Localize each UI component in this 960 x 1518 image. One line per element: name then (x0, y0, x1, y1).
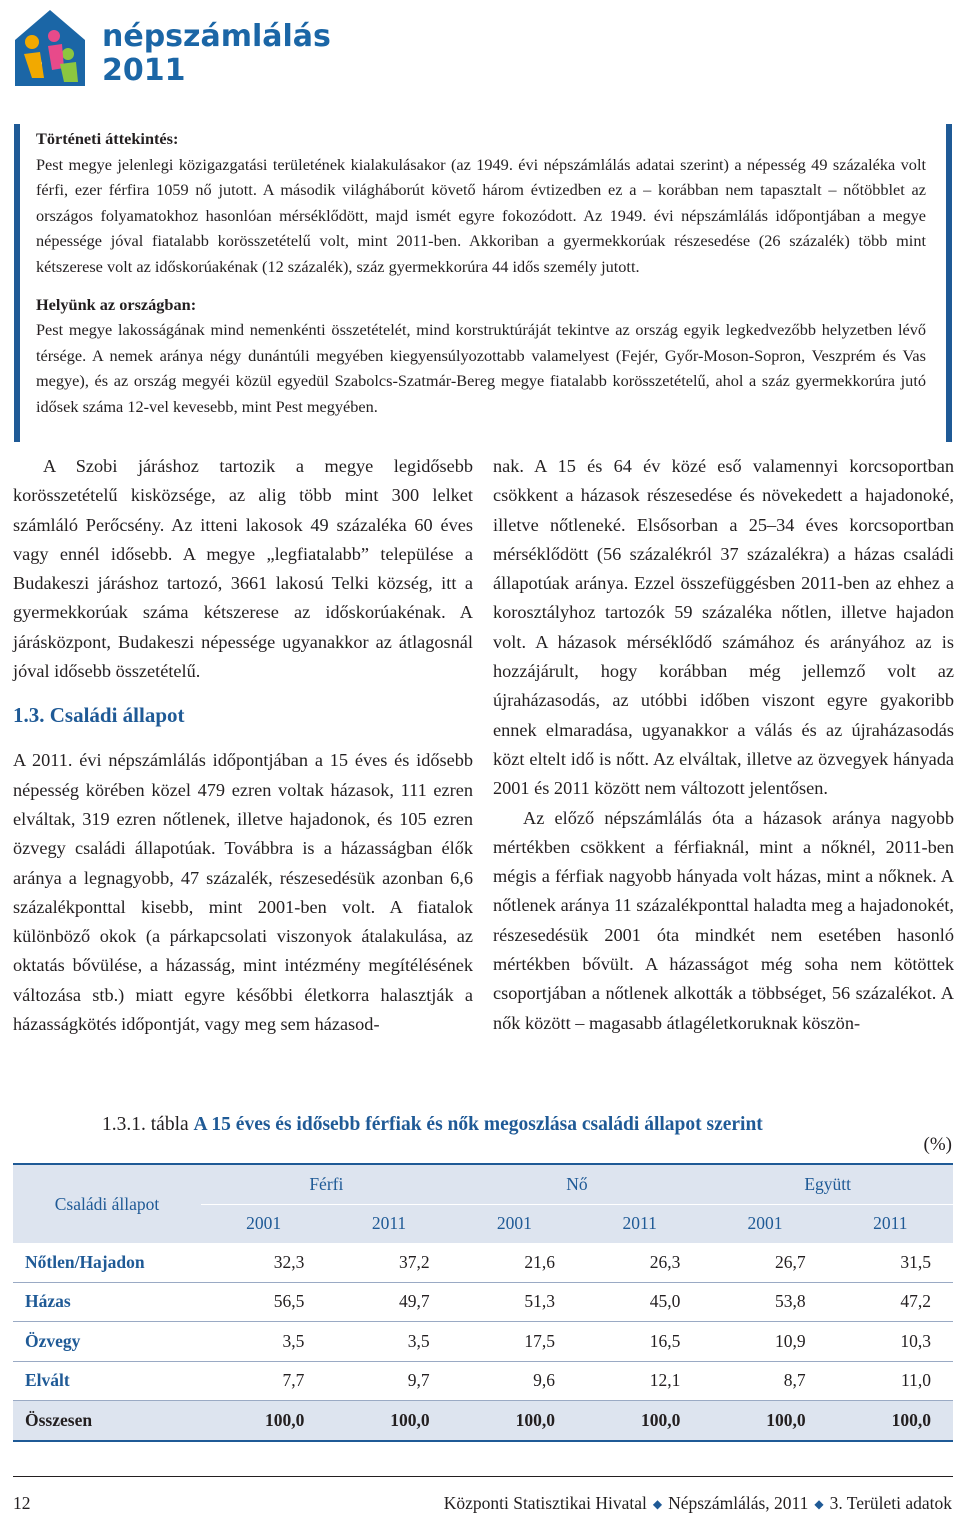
footer-publication: Népszámlálás, 2011 (668, 1493, 809, 1513)
table-caption (102, 1114, 763, 1136)
table-cell: 31,5 (828, 1243, 953, 1282)
table-cell: 10,3 (828, 1322, 953, 1362)
footer-rule (13, 1476, 953, 1477)
box-left-bar (14, 124, 20, 442)
footer-publisher: Központi Statisztikai Hivatal (443, 1493, 647, 1513)
info-box (14, 124, 952, 442)
table-cell: 53,8 (702, 1282, 827, 1322)
table-total-row (13, 1401, 953, 1441)
row-header: Családi állapot (13, 1164, 201, 1243)
row-label: Elvált (13, 1361, 201, 1401)
table-cell: 100,0 (577, 1401, 702, 1441)
marital-status-table (13, 1163, 953, 1442)
year-header: 2011 (828, 1204, 953, 1243)
table-cell: 17,5 (452, 1322, 577, 1362)
year-header: 2001 (201, 1204, 326, 1243)
history-heading: Történeti áttekintés: (36, 129, 179, 148)
table-cell: 7,7 (201, 1361, 326, 1401)
left-paragraph-2: A 2011. évi népszámlálás időpontjában a 15 éves és idősebb népesség körében közel 479 ezren voltak házasok, 111 ezren elváltak, 319 ezren nőtlenek, illetve hajadonok, és 105 ezren özvegy családi állapotúak. Továbbra is a házasságban élők aránya a legnagyobb, 47 százalék, részesedésük azonban 6,6 százalékponttal kisebb, mint 2001-ben volt. A fiatalok különböző okok (a párkapcsolati viszonyok átalakulása, az oktatás bővülése, a házasság, mint intézmény megítélésének változása stb.) miatt egyre későbbi életkorra halasztják a házasságkötés időpontját, vagy meg sem házasod- (13, 750, 473, 1035)
table-cell: 51,3 (452, 1282, 577, 1322)
table-cell: 56,5 (201, 1282, 326, 1322)
table-cell: 37,2 (326, 1243, 451, 1282)
footer-credits (444, 1493, 952, 1514)
left-paragraph-1: A Szobi járáshoz tartozik a megye legidősebb korösszetételű kisközsége, az alig több mint 300 lelket számláló Perőcsény. Az itteni lakosok 49 százaléka 60 éves vagy ennél idősebb. A megye „legfiatalabb” települése a Budakeszi járáshoz tartozó, 3661 lakosú Telki község, itt a gyermekkorúak száma kétszerese az időskorúakénak. A járásközpont, Budakeszi népessége ugyanakkor az átlagosnál jóval idősebb összetételű. (13, 456, 473, 682)
table-cell: 26,3 (577, 1243, 702, 1282)
year-header: 2001 (702, 1204, 827, 1243)
logo-title: népszámlálás (102, 19, 331, 54)
year-header: 2011 (326, 1204, 451, 1243)
table-cell: 100,0 (326, 1401, 451, 1441)
year-header: 2001 (452, 1204, 577, 1243)
right-paragraph-2: Az előző népszámlálás óta a házasok aránya nagyobb mértékben csökkent a férfiaknál, mint a nőknél, 2011-ben mégis a férfiak nagyobb hányada volt házas, mint a nőknek. A nőtlenek aránya 11 százalékponttal haladta meg a hajadonokét, részesedésük 2001 óta mindkét nem esetében hasonló mértékben bővült. A házasságot még soha nem kötöttek csoportjában a nőtlenek alkották a többséget, 56 százalékot. A nők között – magasabb átlagéletkoruknak köszön- (493, 807, 954, 1033)
table-cell: 49,7 (326, 1282, 451, 1322)
table-row (13, 1361, 953, 1401)
table-cell: 16,5 (577, 1322, 702, 1362)
table-cell: 32,3 (201, 1243, 326, 1282)
row-label: Nőtlen/Hajadon (13, 1243, 201, 1282)
table-cell: 100,0 (201, 1401, 326, 1441)
group-header: Férfi (201, 1164, 452, 1204)
table-cell: 9,6 (452, 1361, 577, 1401)
logo-year: 2011 (102, 53, 186, 88)
table-cell: 100,0 (828, 1401, 953, 1441)
table-cell: 9,7 (326, 1361, 451, 1401)
right-column (493, 452, 954, 1038)
table-title: A 15 éves és idősebb férfiak és nők megoszlása családi állapot szerint (193, 1114, 763, 1135)
table-cell: 26,7 (702, 1243, 827, 1282)
row-label: Özvegy (13, 1322, 201, 1362)
table-cell: 45,0 (577, 1282, 702, 1322)
table-cell: 100,0 (452, 1401, 577, 1441)
table-row (13, 1243, 953, 1282)
people-logo-icon (10, 6, 90, 90)
table-row (13, 1322, 953, 1362)
footer-chapter: 3. Területi adatok (829, 1493, 952, 1513)
box-right-bar (946, 124, 952, 442)
table-cell: 3,5 (326, 1322, 451, 1362)
right-paragraph-1: nak. A 15 és 64 év közé eső valamennyi korcsoportban csökkent a házasok részesedése és növekedett a hajadonoké, illetve nőtleneké. Elsősorban a 25–34 éves korcsoportban mérséklődött (56 százalékról 37 százalékra) a házas családi állapotúak aránya. Ezzel összefüggésben 2011-ben az ehhez a korosztályhoz tartozók 59 százaléka nőtlen, illetve hajadon volt. A házasok mérséklődő számához és arányához az is hozzájárult, hogy korábban még jellemző volt az újraházasodás, az utóbbi időben viszont egyre gyakoribb ennek elmaradása, ugyanakkor a válás és az újraházasodás közt eltelt idő is nőtt. Az elváltak, illetve az özvegyek hányada 2001 és 2011 között nem változott jelentősen. (493, 456, 954, 799)
table-row (13, 1282, 953, 1322)
diamond-icon: ◆ (652, 1497, 663, 1512)
group-header: Együtt (702, 1164, 953, 1204)
table-unit: (%) (923, 1134, 952, 1155)
table-cell: 10,9 (702, 1322, 827, 1362)
table-cell: 47,2 (828, 1282, 953, 1322)
page-number: 12 (13, 1493, 31, 1513)
position-heading: Helyünk az országban: (36, 294, 197, 314)
census-logo (10, 6, 331, 90)
year-header: 2011 (577, 1204, 702, 1243)
row-label: Összesen (13, 1401, 201, 1441)
table-cell: 8,7 (702, 1361, 827, 1401)
diamond-icon: ◆ (814, 1497, 824, 1512)
section-title: 1.3. Családi állapot (13, 703, 185, 728)
group-header: Nő (452, 1164, 703, 1204)
table-cell: 12,1 (577, 1361, 702, 1401)
table-number: 1.3.1. tábla (102, 1114, 189, 1135)
left-column (13, 452, 473, 1039)
position-text: Pest megye lakosságának mind nemenkénti összetételét, mind korstruktúráját tekintve az ország egyik legkedvezőbb helyzetben lévő térsége. A nemek aránya négy dunántúli megyében kiegyensúlyozottabb valamelyest (Fejér, Győr-Moson-Sopron, Veszprém és Vas megye), és az ország megyéi közül egyedül Szabolcs-Szatmár-Bereg megye fiatalabb korösszetételű, ahol a száz gyermekkorúra jutó idősek száma 12-vel kevesebb, mint Pest megyében. (36, 320, 926, 416)
history-text: Pest megye jelenlegi közigazgatási területének kialakulásakor (az 1949. évi népszámlálás adatai szerint) a népesség 49 százaléka volt férfi, ezer férfira 1059 nő jutott. A második világháborút követő három évtizedben ez a – korábban nem tapasztalt – nőtöbblet az országos folyamatokhoz hasonlóan mérséklődött, majd ismét egyre fokozódott. Az 1949. évi népszámlálás időpontjában a megye népessége jóval fiatalabb korösszetételű volt, mint 2011-ben. Akkoriban a gyermekkorúak részesedése (26 százalék) több mint kétszerese volt az időskorúakénak (12 százalék), száz gyermekkorúra 44 idős személy jutott. (36, 154, 926, 276)
table-cell: 100,0 (702, 1401, 827, 1441)
table-cell: 21,6 (452, 1243, 577, 1282)
table-cell: 11,0 (828, 1361, 953, 1401)
row-label: Házas (13, 1282, 201, 1322)
table-cell: 3,5 (201, 1322, 326, 1362)
